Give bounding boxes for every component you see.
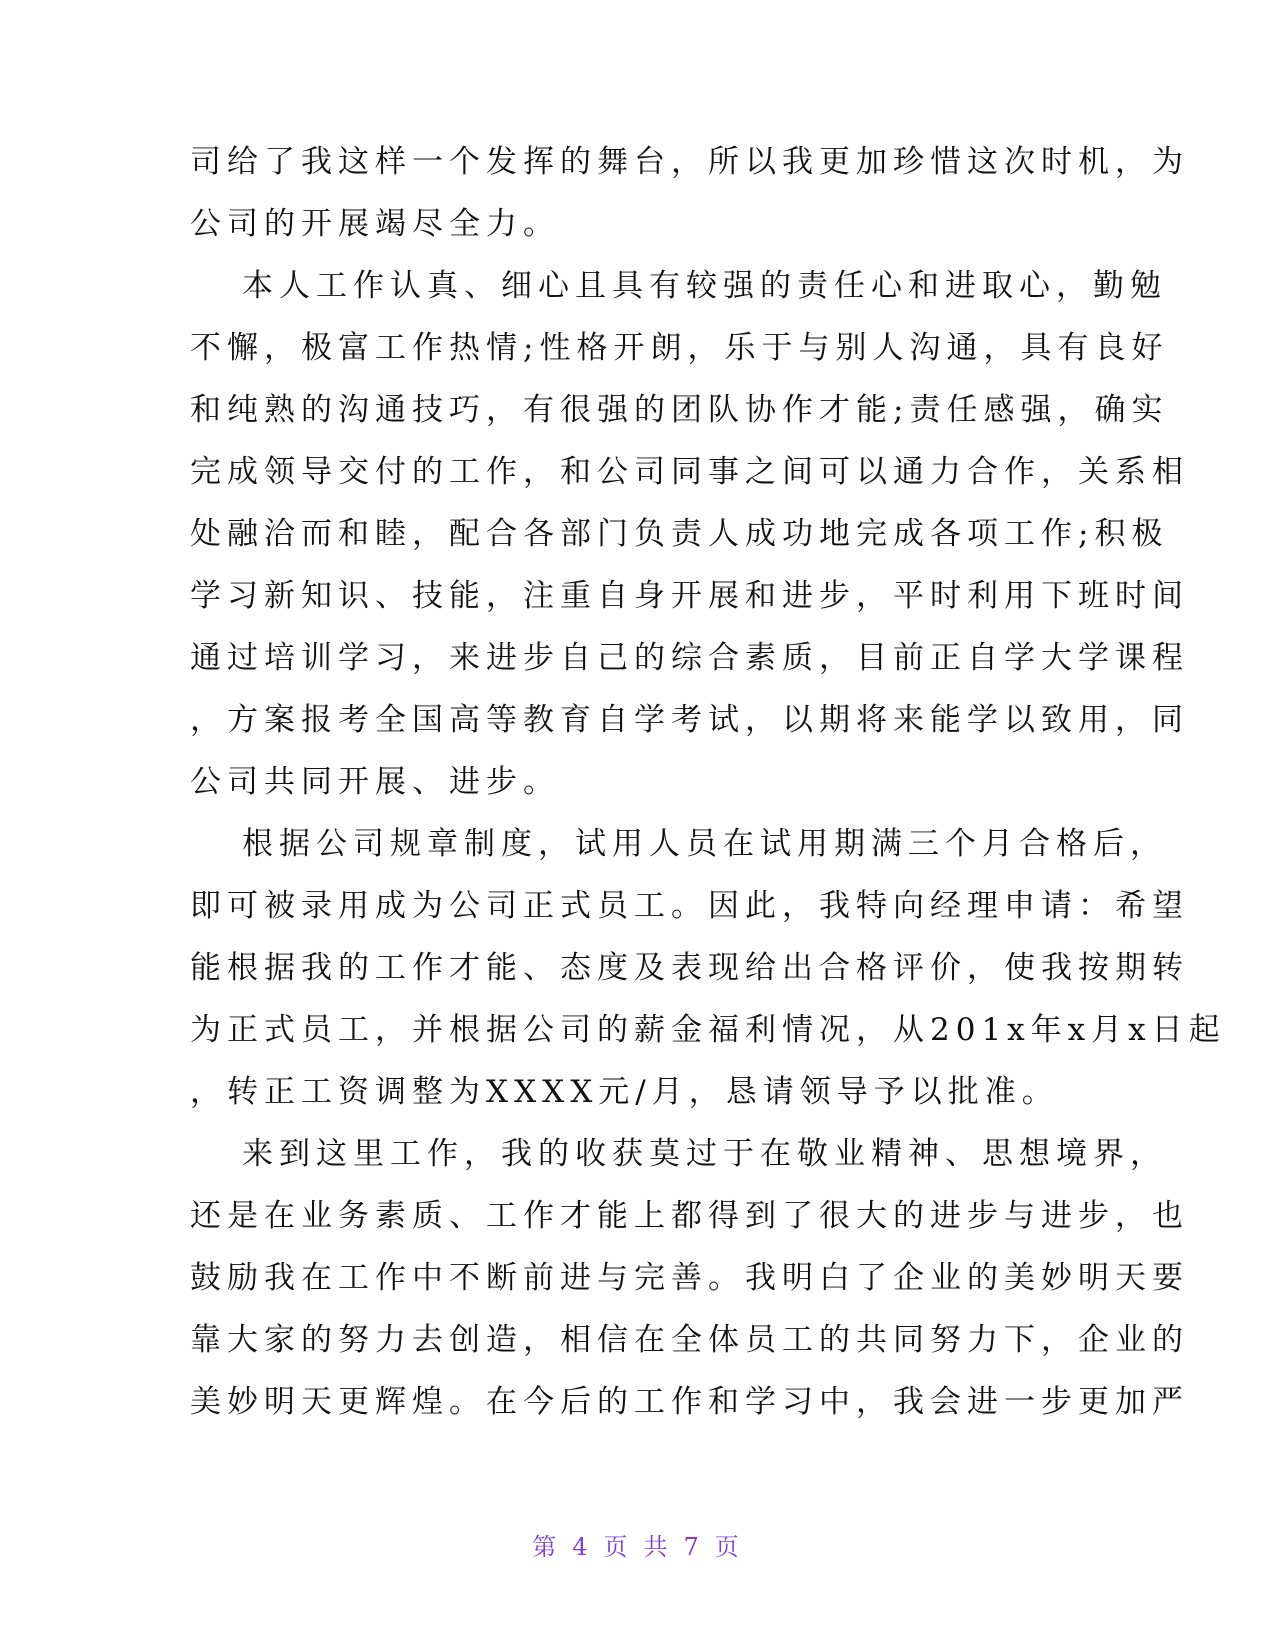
text-line: 公司共同开展、进步。 bbox=[190, 764, 560, 800]
text-line: 即可被录用成为公司正式员工。因此，我特向经理申请：希望 bbox=[190, 888, 1189, 924]
paragraph-first-line: 本人工作认真、细心且具有较强的责任心和进取心，勤勉 bbox=[242, 268, 1167, 304]
text-line: 通过培训学习，来进步自己的综合素质，目前正自学大学课程 bbox=[190, 640, 1189, 676]
text-line: 美妙明天更辉煌。在今后的工作和学习中，我会进一步更加严 bbox=[190, 1384, 1189, 1420]
text-line: 鼓励我在工作中不断前进与完善。我明白了企业的美妙明天要 bbox=[190, 1260, 1189, 1296]
text-line: 司给了我这样一个发挥的舞台，所以我更加珍惜这次时机，为 bbox=[190, 144, 1189, 180]
footer-current-page: 4 bbox=[572, 1533, 592, 1561]
text-line: 不懈，极富工作热情;性格开朗，乐于与别人沟通，具有良好 bbox=[190, 330, 1169, 366]
footer-label-gong: 共 bbox=[643, 1533, 672, 1561]
footer-total-pages: 7 bbox=[683, 1533, 703, 1561]
page-footer bbox=[0, 1531, 1275, 1563]
text-line: 靠大家的努力去创造，相信在全体员工的共同努力下，企业的 bbox=[190, 1322, 1189, 1358]
text-line: 还是在业务素质、工作才能上都得到了很大的进步与进步，也 bbox=[190, 1198, 1189, 1234]
text-line: 完成领导交付的工作，和公司同事之间可以通力合作，关系相 bbox=[190, 454, 1189, 490]
paragraph-first-line: 根据公司规章制度，试用人员在试用期满三个月合格后， bbox=[242, 826, 1167, 862]
footer-label-di: 第 bbox=[532, 1533, 561, 1561]
paragraph-first-line: 来到这里工作，我的收获莫过于在敬业精神、思想境界， bbox=[242, 1136, 1167, 1172]
text-line: 和纯熟的沟通技巧，有很强的团队协作才能;责任感强，确实 bbox=[190, 392, 1169, 428]
text-line: 公司的开展竭尽全力。 bbox=[190, 206, 560, 242]
text-line: ，方案报考全国高等教育自学考试，以期将来能学以致用，同 bbox=[190, 702, 1189, 738]
text-line: 能根据我的工作才能、态度及表现给出合格评价，使我按期转 bbox=[190, 950, 1189, 986]
text-line: 为正式员工，并根据公司的薪金福利情况，从201x年x月x日起 bbox=[190, 1012, 1226, 1048]
text-line: ，转正工资调整为XXXX元/月，恳请领导予以批准。 bbox=[190, 1074, 1059, 1110]
text-line: 处融洽而和睦，配合各部门负责人成功地完成各项工作;积极 bbox=[190, 516, 1169, 552]
footer-label-ye2: 页 bbox=[714, 1533, 743, 1561]
footer-label-ye: 页 bbox=[603, 1533, 632, 1561]
text-line: 学习新知识、技能，注重自身开展和进步，平时利用下班时间 bbox=[190, 578, 1189, 614]
